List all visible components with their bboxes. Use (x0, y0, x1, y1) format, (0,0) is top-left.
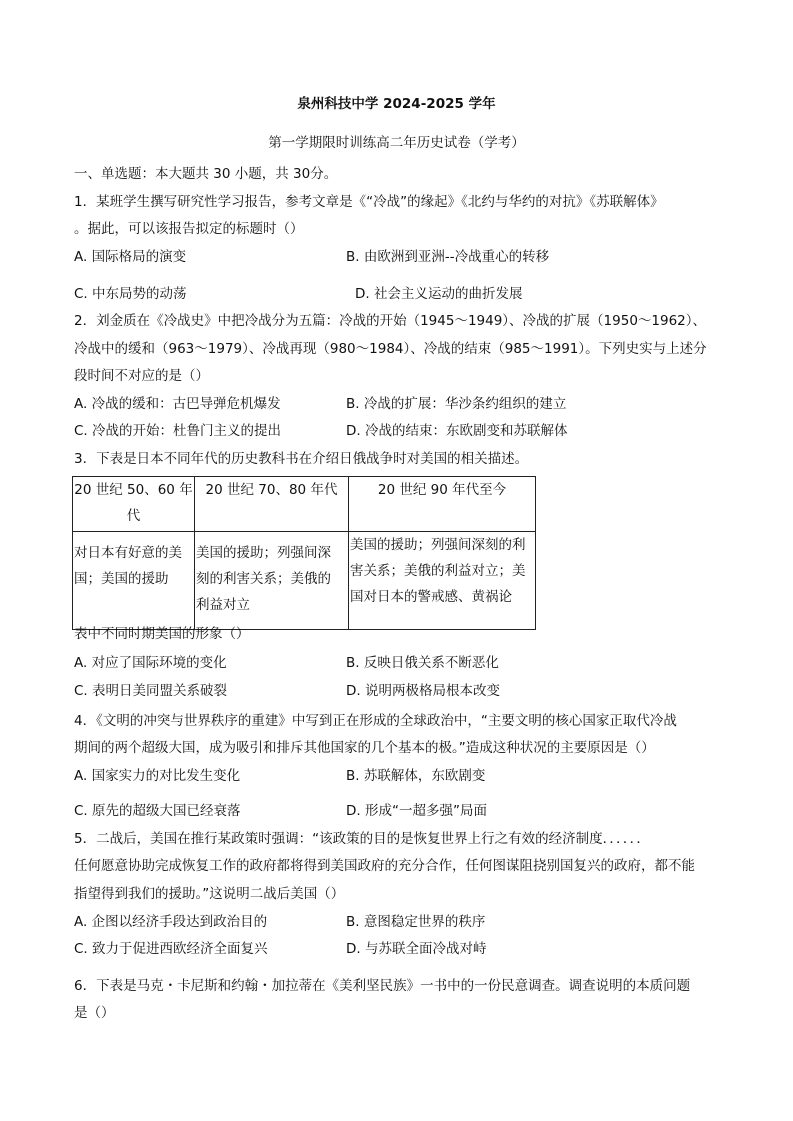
table-header-cell (349, 477, 536, 532)
question-1-option-d[interactable]: D. 社会主义运动的曲折发展 (355, 286, 523, 302)
question-3-after-table: 表中不同时期美国的形象（） (74, 626, 250, 642)
question-2-option-b[interactable]: B. 冷战的扩展：华沙条约组织的建立 (346, 396, 567, 412)
question-4-option-b[interactable]: B. 苏联解体，东欧剧变 (346, 768, 486, 784)
question-3-option-b[interactable]: B. 反映日俄关系不断恶化 (346, 655, 499, 671)
question-2-option-d[interactable]: D. 冷战的结束：东欧剧变和苏联解体 (346, 423, 568, 439)
table-cell-text: 美国的援助；列强间深 (196, 545, 331, 561)
question-4-line-1: 4．《文明的冲突与世界秩序的重建》中写到正在形成的全球政治中，“主要文明的核心国家正取代冷战 (74, 713, 677, 729)
history-textbook-table (72, 476, 536, 630)
question-3-option-d[interactable]: D. 说明两极格局根本改变 (346, 683, 500, 699)
table-header-text: 20 世纪 50、60 年 (74, 482, 193, 498)
question-3-line-1: 3．下表是日本不同年代的历史教科书在介绍日俄战争时对美国的相关描述。 (74, 451, 529, 467)
table-header-cell (195, 477, 349, 532)
question-5-line-1: 5．二战后，美国在推行某政策时强调：“该政策的目的是恢复世界上行之有效的经济制度．．．．．． (74, 831, 650, 847)
question-3-option-a[interactable]: A. 对应了国际环境的变化 (74, 655, 227, 671)
question-1-option-a[interactable]: A. 国际格局的演变 (74, 249, 187, 265)
question-2-option-a[interactable]: A. 冷战的缓和：古巴导弹危机爆发 (74, 396, 281, 412)
table-cell (349, 532, 536, 630)
question-2-line-1: 2．刘金质在《冷战史》中把冷战分为五篇：冷战的开始（1945～1949）、冷战的扩展（1950～1962）、 (74, 313, 707, 329)
question-5-option-c[interactable]: C. 致力于促进西欧经济全面复兴 (74, 941, 268, 957)
question-1-option-c[interactable]: C. 中东局势的动荡 (74, 286, 187, 302)
table-row (73, 532, 536, 630)
question-4-line-2: 期间的两个超级大国，成为吸引和排斥其他国家的几个基本的极。”造成这种状况的主要原因是（） (74, 740, 655, 756)
question-5-line-2: 任何愿意协助完成恢复工作的政府都将得到美国政府的充分合作，任何图谋阻挠别国复兴的政府，都不能 (74, 858, 695, 874)
question-2-line-2: 冷战中的缓和（963～1979）、冷战再现（980～1984）、冷战的结束（985～1991）。下列史实与上述分 (74, 341, 707, 357)
table-header-text: 20 世纪 90 年代至今 (377, 482, 507, 498)
question-5-option-b[interactable]: B. 意图稳定世界的秩序 (346, 914, 486, 930)
table-cell-text: 美国的援助；列强间深刻的利 (350, 537, 526, 553)
table-cell (73, 532, 195, 630)
question-2-line-3: 段时间不对应的是（） (74, 368, 209, 384)
table-header-cell (73, 477, 195, 532)
question-3-option-c[interactable]: C. 表明日美同盟关系破裂 (74, 683, 228, 699)
section-heading: 一、单选题：本大题共 30 小题，共 30分。 (74, 166, 338, 182)
question-5-line-3: 指望得到我们的援助。”这说明二战后美国（） (74, 886, 345, 902)
table-cell-text: 利益对立 (196, 597, 250, 613)
table-cell (195, 532, 349, 630)
question-5-option-d[interactable]: D. 与苏联全面冷战对峙 (346, 941, 487, 957)
table-cell-text: 害关系；美俄的利益对立；美 (350, 563, 526, 579)
table-cell-text: 国对日本的警戒感、黄祸论 (350, 589, 512, 605)
exam-title: 第一学期限时训练高二年历史试卷（学考） (268, 135, 525, 151)
question-4-option-d[interactable]: D. 形成“一超多强”局面 (346, 803, 487, 819)
school-year-line: 泉州科技中学 2024-2025 学年 (297, 96, 496, 112)
question-4-option-a[interactable]: A. 国家实力的对比发生变化 (74, 768, 241, 784)
question-1-line-1: 1．某班学生撰写研究性学习报告，参考文章是《“冷战”的缘起》《北约与华约的对抗》《苏联解体》 (74, 194, 664, 210)
table-header-row (73, 477, 536, 532)
question-6-line-1: 6．下表是马克・卡尼斯和约翰・加拉蒂在《美利坚民族》一书中的一份民意调查。调查说明的本质问题 (74, 978, 691, 994)
table-cell-text: 国；美国的援助 (74, 571, 169, 587)
table-header-text: 20 世纪 70、80 年代 (205, 482, 338, 498)
table-header-text: 代 (126, 508, 141, 524)
question-2-option-c[interactable]: C. 冷战的开始：杜鲁门主义的提出 (74, 423, 282, 439)
question-5-option-a[interactable]: A. 企图以经济手段达到政治目的 (74, 914, 268, 930)
table-cell-text: 对日本有好意的美 (74, 545, 182, 561)
question-4-option-c[interactable]: C. 原先的超级大国已经衰落 (74, 803, 241, 819)
question-1-line-2: 。据此，可以该报告拟定的标题时（） (74, 221, 304, 237)
table-cell-text: 刻的利害关系；美俄的 (196, 571, 331, 587)
question-1-option-b[interactable]: B. 由欧洲到亚洲--冷战重心的转移 (346, 249, 550, 265)
question-6-line-2: 是（） (74, 1005, 115, 1021)
